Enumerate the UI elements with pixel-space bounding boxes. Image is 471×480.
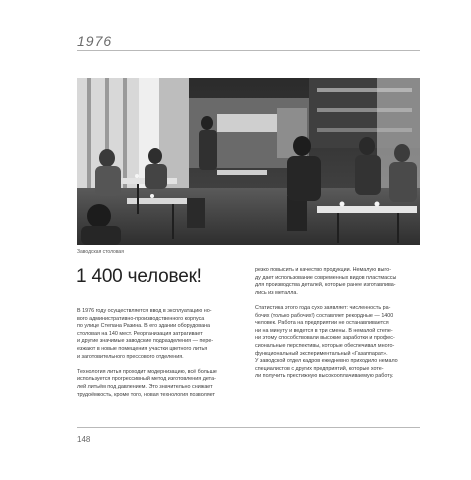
text-line: вого административно-производственного корпуса <box>77 315 205 322</box>
text-line: по улице Степана Разина. В его здании оборудована <box>77 323 211 330</box>
top-divider <box>77 50 420 51</box>
text-line: резко повысить и качество продукции. Немалую выго- <box>255 267 391 273</box>
bottom-divider <box>77 427 420 428</box>
text-line: сиональные перспективы, которые обеспечивал много- <box>255 342 395 349</box>
text-line: бочих (только рабочих!) составляет рекордные — 1400 <box>255 312 394 319</box>
photo-caption: Заводская столовая <box>77 249 124 255</box>
canteen-photo <box>77 78 420 245</box>
text-line: для производства деталей, которые ранее изготавлива- <box>255 282 396 289</box>
text-line: человек. Работа на предприятии не останавливается <box>255 320 389 327</box>
paragraph <box>255 267 420 297</box>
text-line: езжают в новые помещения участки цветного литья <box>77 345 208 352</box>
page-number: 148 <box>77 435 91 444</box>
article-title: 1 400 человек! <box>76 266 202 287</box>
text-line: функциональный экспериментальный «Газаппарат». <box>255 350 388 357</box>
text-line: трудоёмкость, кроме того, новая технология позволяет <box>77 391 215 398</box>
paragraph <box>77 308 239 361</box>
text-column-right <box>255 267 420 381</box>
text-line: ни на минуту и ведется в три смены. В немалой степе- <box>255 327 393 334</box>
text-line: У заводской отдел кадров ежедневно приходило немало <box>255 358 398 365</box>
text-line: столовая на 140 мест. Реорганизация затрагивает <box>77 330 203 337</box>
text-line: ли получить престижную высокооплачиваемую работу. <box>255 373 394 380</box>
text-line: ни этому способствовали высокие заработки и профес- <box>255 335 395 342</box>
text-line: используется прогрессивный метод изготовления дета- <box>77 376 216 383</box>
text-line: Статистика этого года сухо заявляет: численность ра- <box>255 304 391 311</box>
text-line: и другие значимые заводские подразделения — пере- <box>77 338 214 345</box>
paragraph <box>255 305 420 381</box>
text-line: лей литьём под давлением. Это значительно снижает <box>77 383 213 390</box>
text-line: специалистов с других предприятий, которые хоте- <box>255 365 384 372</box>
text-line: и заготовительного прессового отделения. <box>77 353 184 360</box>
text-line: ду дает использование современных видов пластмассы <box>255 274 397 281</box>
text-line: В 1976 году осуществляется ввод в эксплуатацию но- <box>77 308 212 314</box>
text-line: лись из металла. <box>255 289 298 296</box>
text-column-left <box>77 308 239 399</box>
paragraph <box>77 369 239 399</box>
year-heading: 1976 <box>77 33 113 49</box>
text-line: Технология литья проходит модернизацию, всё больше <box>77 368 217 375</box>
